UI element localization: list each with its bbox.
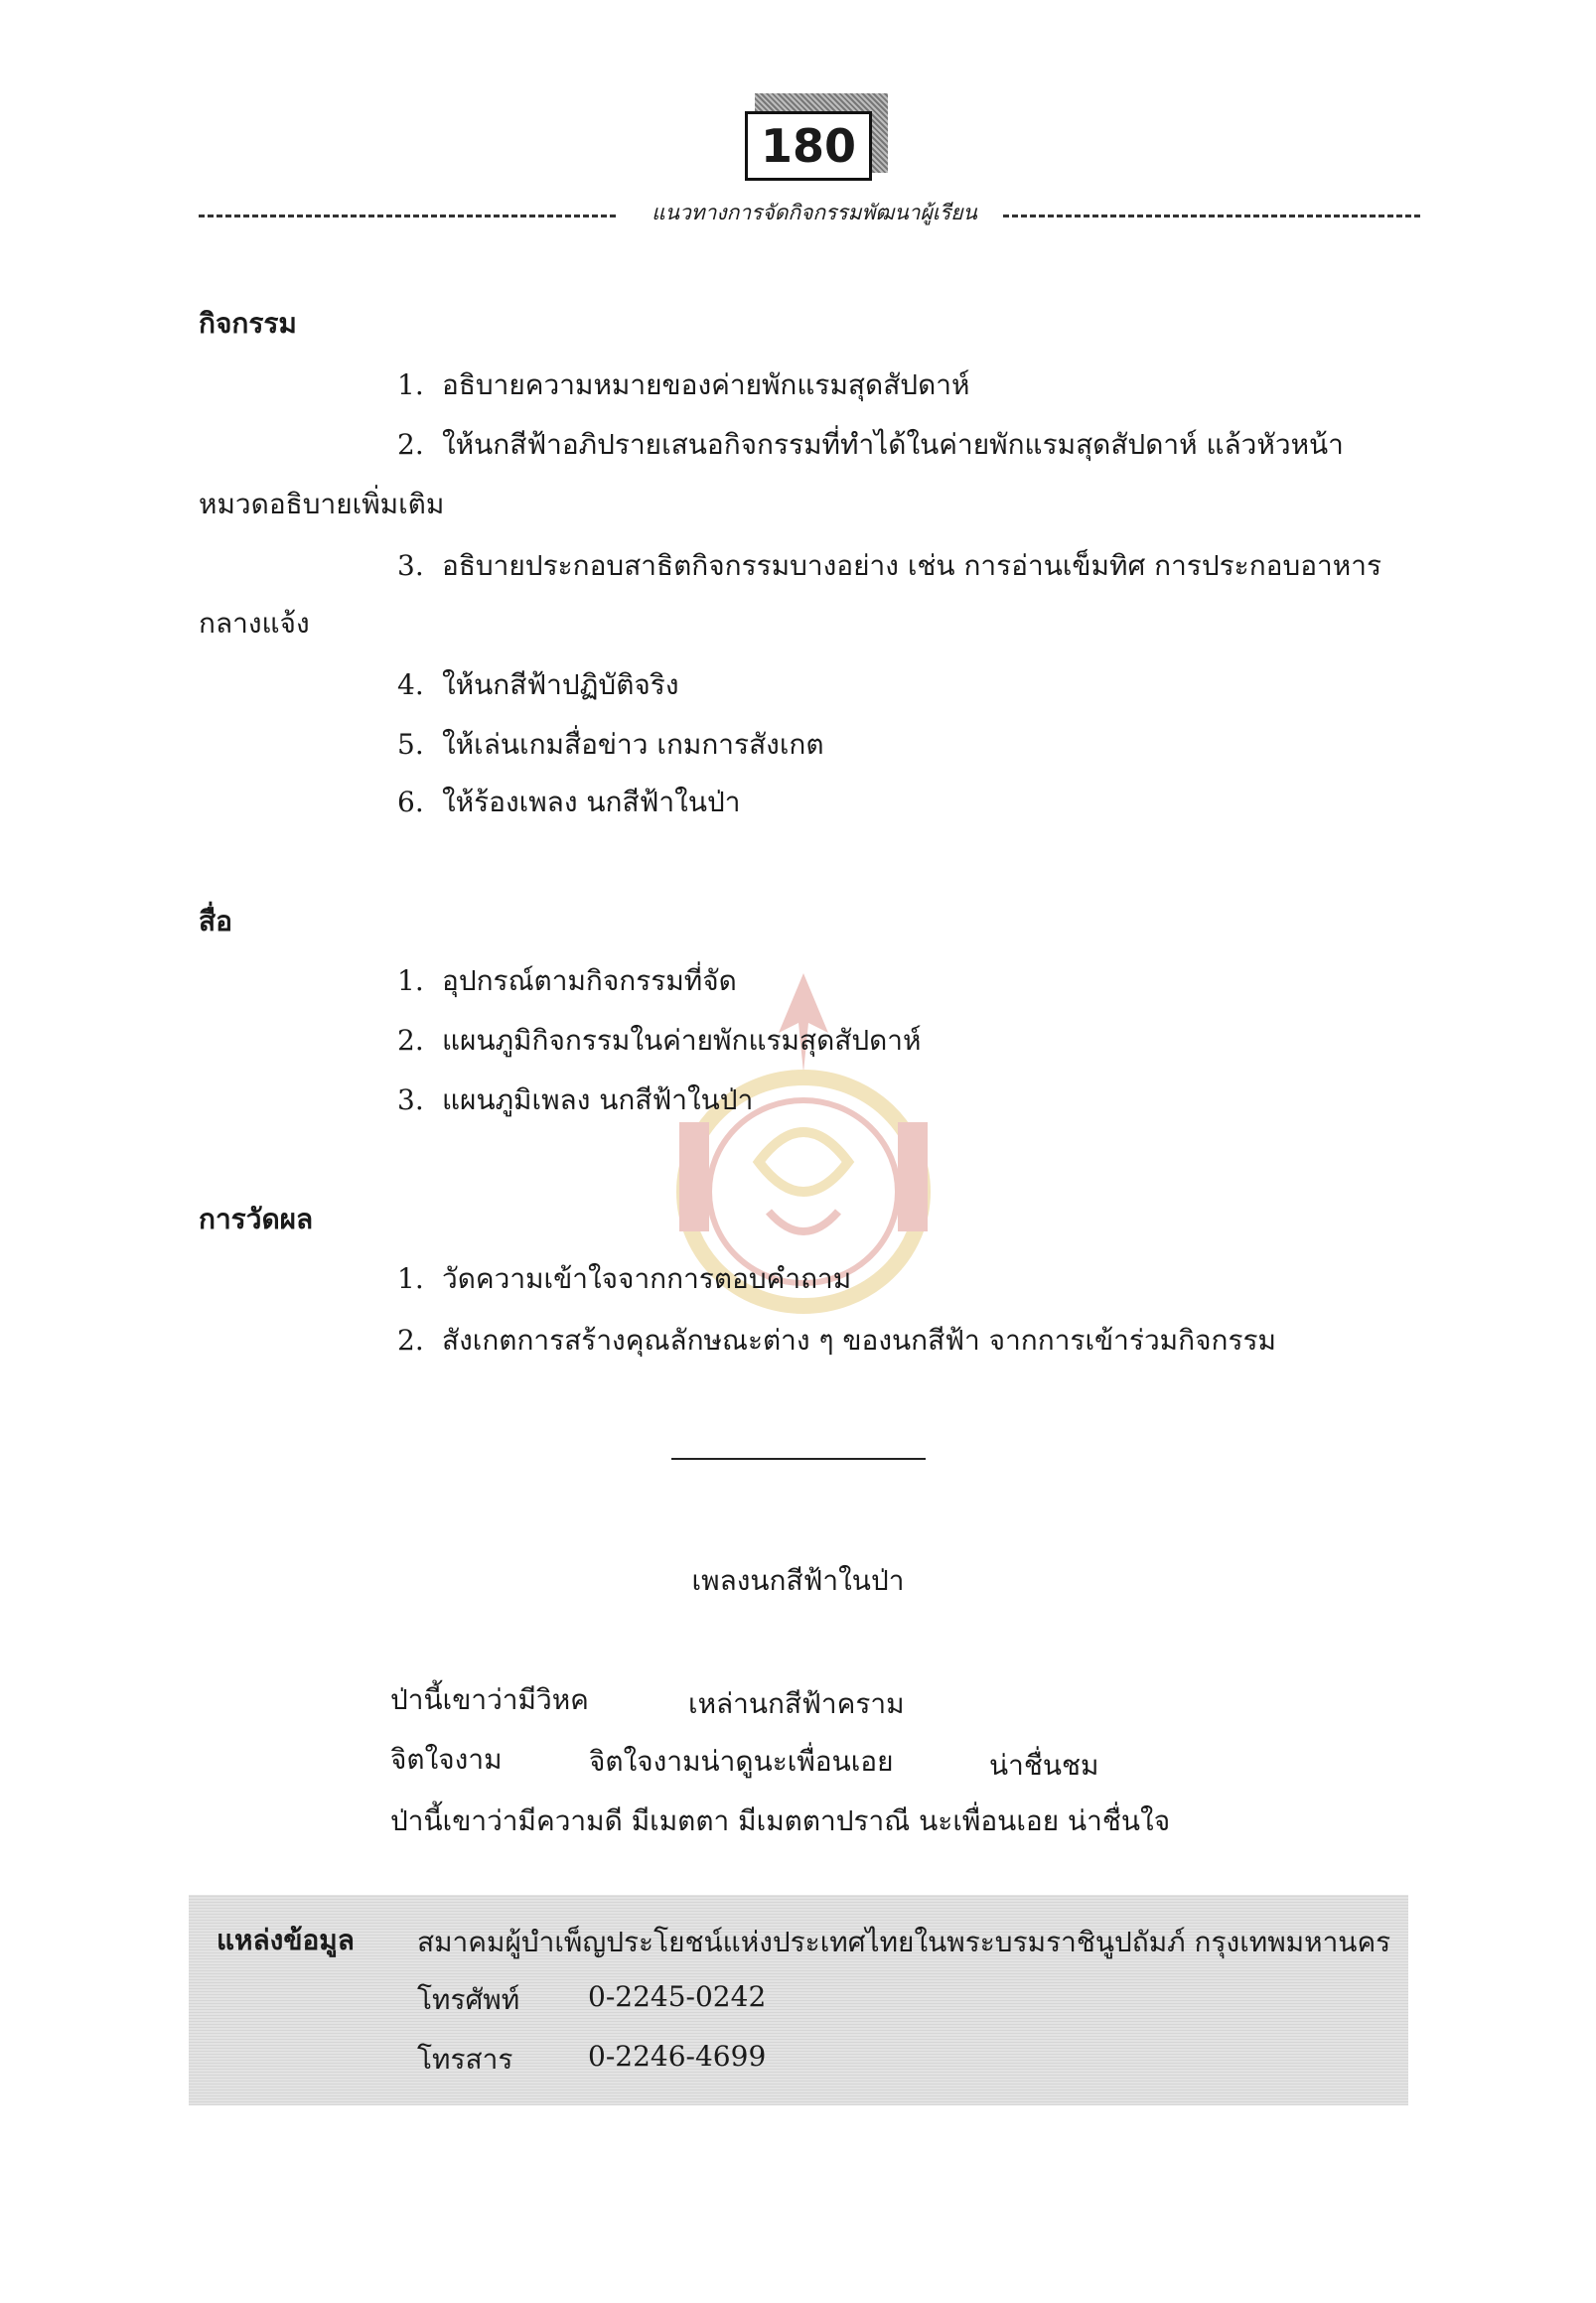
song-line-2a: จิตใจงาม <box>390 1743 503 1776</box>
activities-heading: กิจกรรม <box>199 307 297 340</box>
media-item-3: 3. แผนภูมิเพลง นกสีฟ้าในป่า <box>397 1083 754 1116</box>
song-line-1b: เหล่านกสีฟ้าคราม <box>688 1687 905 1720</box>
activity-item-6: 6. ให้ร้องเพลง นกสีฟ้าในป่า <box>397 786 741 818</box>
section-divider <box>671 1458 926 1460</box>
media-item-2: 2. แผนภูมิกิจกรรมในค่ายพักแรมสุดสัปดาห์ <box>397 1024 922 1057</box>
source-organization: สมาคมผู้บำเพ็ญประโยชน์แห่งประเทศไทยในพระบรมราชินูปถัมภ์ กรุงเทพมหานคร <box>417 1926 1391 1958</box>
evaluation-item-2: 2. สังเกตการสร้างคุณลักษณะต่าง ๆ ของนกสีฟ้า จากการเข้าร่วมกิจกรรม <box>397 1324 1276 1357</box>
activity-item-3: 3. อธิบายประกอบสาธิตกิจกรรมบางอย่าง เช่น การอ่านเข็มทิศ การประกอบอาหาร <box>397 549 1381 582</box>
source-phone-label: โทรศัพท์ <box>417 1983 520 2016</box>
source-fax: 0-2246-4699 <box>588 2040 767 2073</box>
header-dashed-line-left <box>199 215 616 217</box>
activity-item-2-continuation: หมวดอธิบายเพิ่มเติม <box>199 488 445 520</box>
source-phone: 0-2245-0242 <box>588 1980 767 2013</box>
media-heading: สื่อ <box>199 905 232 937</box>
song-line-2b: จิตใจงามน่าดูนะเพื่อนเอย <box>589 1745 894 1778</box>
page-number: 180 <box>745 111 872 181</box>
header-title: แนวทางการจัดกิจกรรมพัฒนาผู้เรียน <box>636 197 993 229</box>
media-item-1: 1. อุปกรณ์ตามกิจกรรมที่จัด <box>397 964 737 997</box>
evaluation-item-1: 1. วัดความเข้าใจจากการตอบคำถาม <box>397 1262 852 1295</box>
activity-item-5: 5. ให้เล่นเกมสื่อข่าว เกมการสังเกต <box>397 728 824 761</box>
activity-item-4: 4. ให้นกสีฟ้าปฏิบัติจริง <box>397 668 679 701</box>
song-line-1a: ป่านี้เขาว่ามีวิหค <box>390 1683 589 1716</box>
header-dashed-line-right <box>1003 215 1420 217</box>
source-label: แหล่งข้อมูล <box>217 1924 355 1956</box>
activity-item-1: 1. อธิบายความหมายของค่ายพักแรมสุดสัปดาห์ <box>397 368 970 401</box>
activity-item-2: 2. ให้นกสีฟ้าอภิปรายเสนอกิจกรรมที่ทำได้ในค่ายพักแรมสุดสัปดาห์ แล้วหัวหน้า <box>397 428 1344 461</box>
song-title: เพลงนกสีฟ้าในป่า <box>691 1564 905 1597</box>
source-fax-label: โทรสาร <box>417 2043 513 2076</box>
song-line-3: ป่านี้เขาว่ามีความดี มีเมตตา มีเมตตาปราณี นะเพื่อนเอย น่าชื่นใจ <box>390 1804 1171 1837</box>
evaluation-heading: การวัดผล <box>199 1203 314 1235</box>
song-line-2c: น่าชื่นชม <box>989 1749 1099 1782</box>
activity-item-3-continuation: กลางแจ้ง <box>199 607 310 640</box>
